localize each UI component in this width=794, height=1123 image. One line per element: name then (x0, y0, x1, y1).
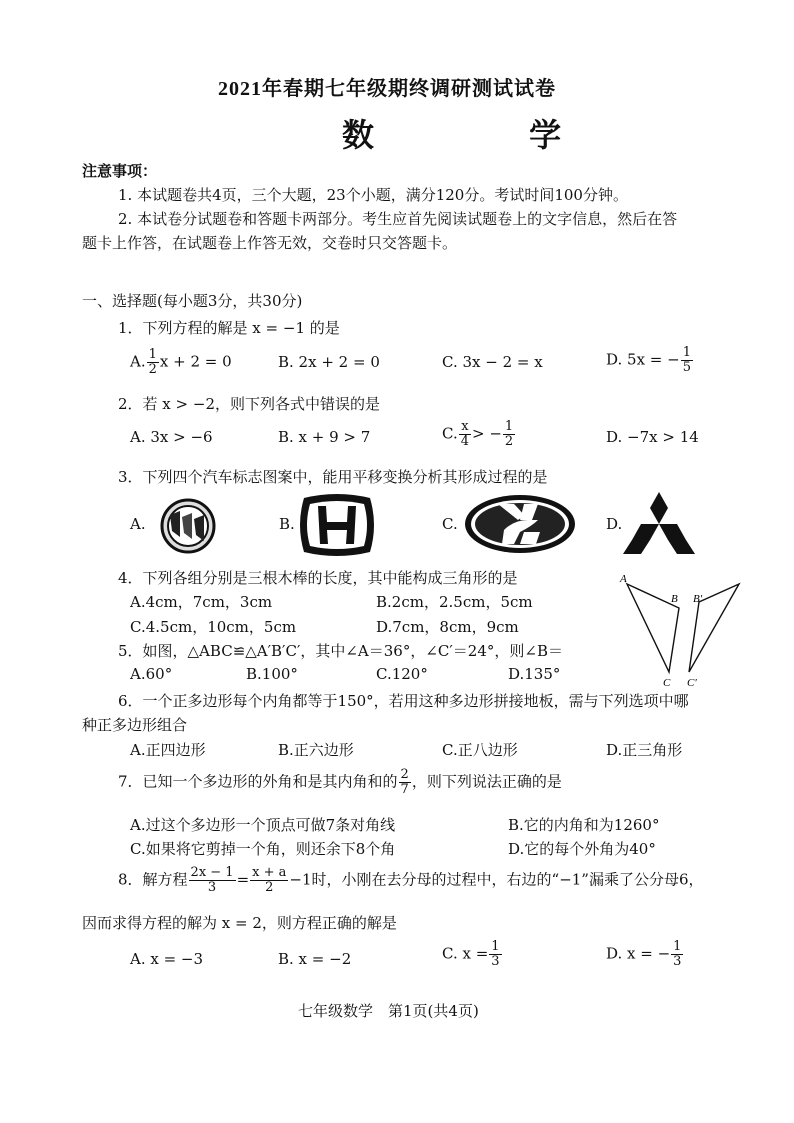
q2-stem: 2．若 x > −2，则下列各式中错误的是 (118, 395, 380, 413)
q8-option-b: B. x = −2 (278, 950, 352, 968)
fig-label-b-prime: B′ (693, 593, 703, 605)
q7-option-c: C.如果将它剪掉一个角，则还余下8个角 (130, 840, 396, 858)
q8-option-d: D. x = − $\frac{1}{3}$ (606, 939, 682, 969)
q2-option-a: A. 3x > −6 (130, 428, 213, 446)
note-2-line1: 2. 本试卷分试题卷和答题卡两部分。考生应首先阅读试题卷上的文字信息，然后在答 (118, 210, 678, 228)
q5-triangles-figure (615, 572, 750, 688)
q5-option-b: B.100° (246, 665, 298, 683)
q5-stem: 5．如图，△ABC≌△A′B′C′，其中∠A＝36°，∠C′＝24°，则∠B＝ (118, 642, 563, 660)
q1-stem: 1．下列方程的解是 x = −1 的是 (118, 319, 340, 337)
fig-label-b: B (671, 593, 678, 605)
q2-option-c: C. $\frac{x}{4}$ > − $\frac{1}{2}$ (442, 419, 514, 449)
q5-option-d: D.135° (508, 665, 561, 683)
q1-option-b: B. 2x + 2 = 0 (278, 353, 380, 371)
section-1-heading: 一、选择题(每小题3分，共30分) (82, 292, 303, 310)
q4-stem: 4．下列各组分别是三根木棒的长度，其中能构成三角形的是 (118, 569, 518, 587)
q4-option-b: B.2cm，2.5cm，5cm (376, 593, 533, 611)
mitsubishi-logo-icon (622, 490, 696, 556)
note-1: 1. 本试题卷共4页，三个大题，23个小题，满分120分。考试时间100分钟。 (118, 186, 628, 204)
hyundai-logo-icon (462, 492, 578, 556)
q4-option-c: C.4.5cm，10cm，5cm (130, 618, 297, 636)
q6-stem-line1: 6．一个正多边形每个内角都等于150°，若用这种多边形拼接地板，需与下列选项中哪 (118, 692, 689, 710)
fig-label-a: A (620, 573, 627, 585)
q6-stem-line2: 种正多边形组合 (82, 716, 188, 734)
q8-stem: 8．解方程 $\frac{2x - 1}{3}$ = $\frac{x + a}{2}$ −1时，小刚在去分母的过程中，右边的“−1”漏乘了公分母6， (118, 865, 704, 895)
fig-label-c: C (663, 677, 671, 688)
q6-option-c: C.正八边形 (442, 741, 518, 759)
q6-option-b: B.正六边形 (278, 741, 354, 759)
q2-option-b: B. x + 9 > 7 (278, 428, 371, 446)
q3-option-b: B. (279, 515, 295, 533)
subject-title: 数 学 (342, 116, 634, 154)
q7-stem: 7．已知一个多边形的外角和是其内角和的 $\frac{2}{7}$ ，则下列说法正确的是 (118, 767, 562, 797)
exam-title: 2021年春期七年级期终调研测试试卷 (218, 78, 556, 100)
q8-option-a: A. x = −3 (130, 950, 204, 968)
q7-option-b: B.它的内角和为1260° (508, 816, 660, 834)
fig-label-c-prime: C′ (687, 677, 697, 688)
q1-option-c: C. 3x − 2 = x (442, 353, 543, 371)
q3-option-d: D. (606, 515, 623, 533)
q8-stem-line2: 因而求得方程的解为 x = 2，则方程正确的解是 (82, 914, 397, 932)
q3-stem: 3．下列四个汽车标志图案中，能用平移变换分析其形成过程的是 (118, 468, 548, 486)
q2-option-d: D. −7x > 14 (606, 428, 699, 446)
q3-option-c: C. (442, 515, 458, 533)
q6-option-a: A.正四边形 (130, 741, 206, 759)
page-footer: 七年级数学 第1页(共4页) (298, 1002, 479, 1020)
q1-option-d: D. 5x = − $\frac{1}{5}$ (606, 345, 691, 375)
q6-option-d: D.正三角形 (606, 741, 683, 759)
q1-option-a: A. $\frac{1}{2}$ x + 2 = 0 (130, 347, 232, 377)
q7-option-d: D.它的每个外角为40° (508, 840, 656, 858)
q5-option-a: A.60° (130, 665, 173, 683)
q3-option-a: A. (130, 515, 146, 533)
note-2-line2: 题卡上作答，在试题卷上作答无效，交卷时只交答题卡。 (82, 234, 458, 252)
q5-option-c: C.120° (376, 665, 428, 683)
q7-option-a: A.过这个多边形一个顶点可做7条对角线 (130, 816, 396, 834)
buick-logo-icon (160, 495, 216, 557)
notes-heading: 注意事项： (82, 162, 158, 180)
honda-logo-icon (296, 492, 378, 558)
q8-option-c: C. x = $\frac{1}{3}$ (442, 939, 500, 969)
q4-option-a: A.4cm，7cm，3cm (130, 593, 273, 611)
q4-option-d: D.7cm，8cm，9cm (376, 618, 519, 636)
